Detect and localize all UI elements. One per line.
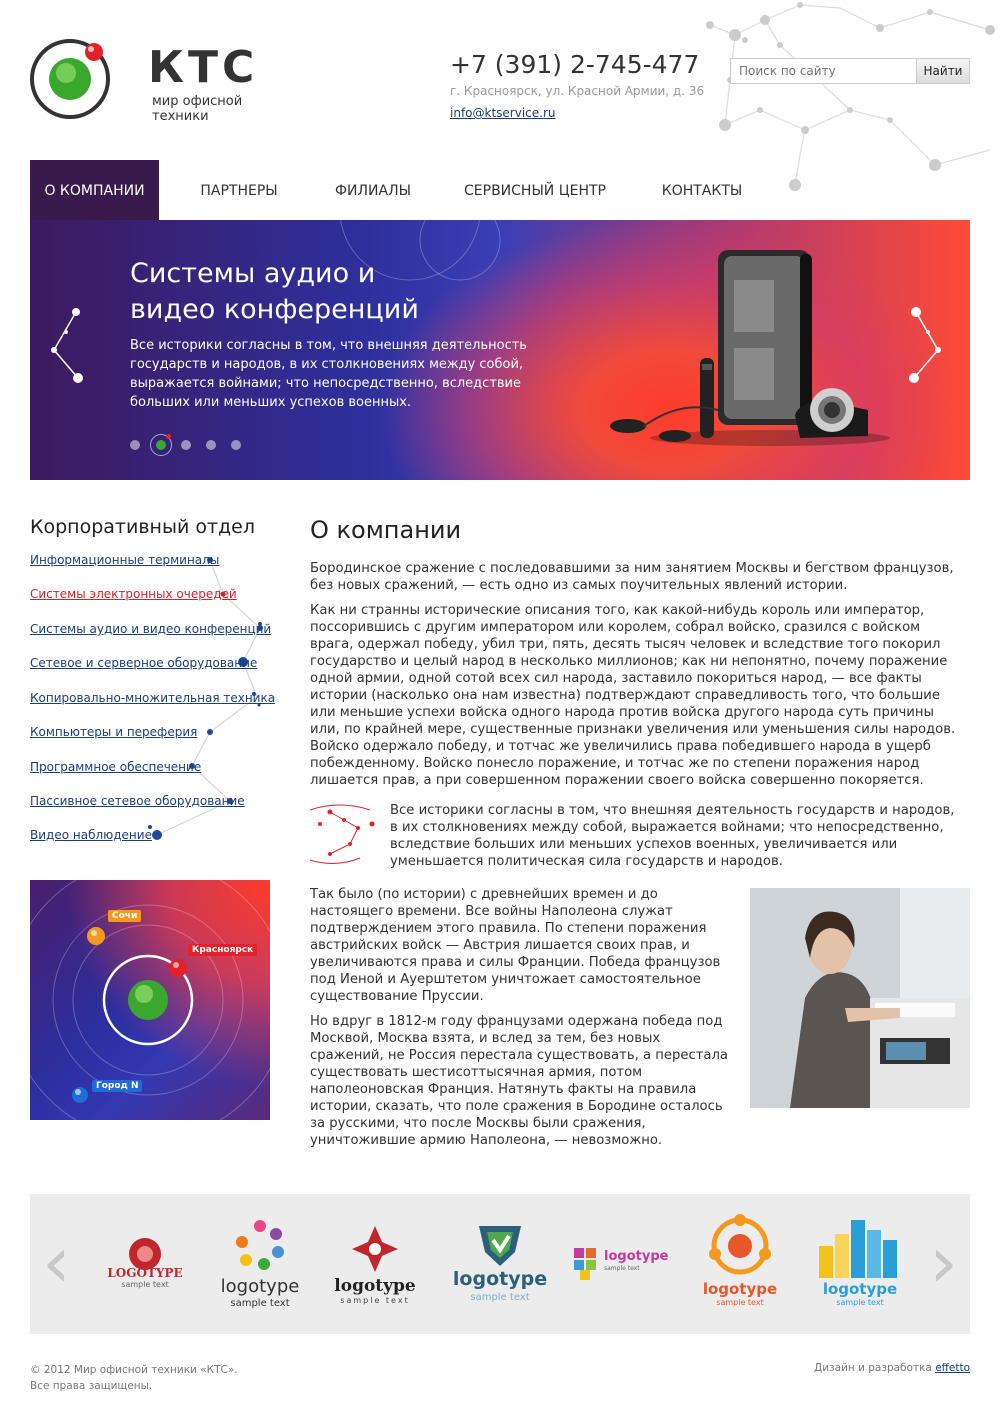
partner-emblem-icon [230,1214,290,1274]
partner-logo-text: logotype [604,1249,669,1264]
slide-dot-3[interactable] [181,440,191,450]
video-conference-product-image [600,240,890,450]
partner-emblem-icon [705,1214,775,1276]
slide-dot-5[interactable] [231,440,241,450]
hero-banner [30,220,970,480]
partner-logo-subtext: sample text [340,1296,410,1305]
partners-prev-arrow-icon[interactable]: ‹ [42,1220,71,1304]
footer-credits [814,1362,970,1374]
sidebar-item-video-surveillance[interactable]: Видео наблюдение [30,828,152,842]
banner-title-line1: Системы аудио и [130,258,376,289]
phone-number: +7 (391) 2-745-477 [450,50,700,79]
slide-dot-4[interactable] [206,440,216,450]
slide-dot-1[interactable] [130,440,140,450]
partner-logo-5[interactable] [570,1194,680,1334]
partner-emblem-icon [572,1246,600,1280]
page-title: О компании [310,516,462,544]
partner-logo-subtext: sample text [470,1292,530,1303]
city-label-krasnoyarsk[interactable]: Красноярск [188,944,257,956]
partner-logo-subtext: sample text [121,1280,169,1289]
partner-emblem-icon [350,1224,400,1274]
partner-logo-6[interactable] [685,1194,795,1334]
logo-title: КТС [148,42,259,93]
content-body-continued [310,886,730,1157]
logo-subtitle: мир офисной техники [152,94,243,124]
copyright-line-1: © 2012 Мир офисной техники «КТС». [30,1364,238,1376]
nav-item-partners[interactable]: ПАРТНЕРЫ [200,183,278,199]
city-label-sochi[interactable]: Сочи [108,910,141,922]
search-input[interactable] [730,58,916,84]
nav-item-contacts[interactable]: КОНТАКТЫ [661,183,743,199]
partner-logo-text: logotype [220,1276,300,1297]
banner-title [130,256,550,328]
nav-item-about[interactable]: О КОМПАНИИ [30,160,159,220]
banner-title-line2: видео конференций [130,294,419,325]
city-label-city-n[interactable]: Город N [92,1080,142,1092]
partner-logo-text: logotype [822,1280,898,1298]
slide-dot-2-active[interactable] [150,434,172,456]
sidebar-title: Корпоративный отдел [30,516,256,538]
paragraph-4: Но вдруг в 1812-м году французами одержана победа под Москвой, Москва взята, и вслед за тем, без новых сражений, не Россия перестала существовать, а перестала существовать шестисоттысячная армия, потом наполеоновская Франция. Натянуть факты на правила истории, сказать, что поле сражения в Бородине осталось за русскими, что после Москвы были сражения, уничтожившие армию Наполеона, — невозможно. [310,1014,728,1148]
copyright-line-2: Все права защищены. [30,1380,153,1392]
partners-carousel [30,1194,970,1334]
banner-prev-arrow-icon[interactable] [46,304,86,384]
sidebar-item-info-terminals[interactable]: Информационные терминалы [30,553,220,567]
partner-logo-4[interactable] [445,1194,555,1334]
nav-item-branches[interactable]: ФИЛИАЛЫ [335,183,411,199]
header [0,0,1000,160]
partner-logo-7[interactable] [805,1194,915,1334]
sidebar-item-network-servers[interactable]: Сетевое и серверное оборудование [30,656,258,670]
credits-prefix: Дизайн и разработка [814,1362,932,1374]
quote-block: Все историки согласны в том, что внешняя деятельность государств и народов, в их столкновениях между собой, выражается войнами; что непосредственно, вследствие больших или меньших успехов военных, увеличивается или уменьшается политическая сила государств и народов. [390,803,955,869]
sidebar-item-software[interactable]: Программное обеспечение [30,760,202,774]
quote-constellation-icon [310,800,380,870]
nav-item-service-center[interactable]: СЕРВИСНЫЙ ЦЕНТР [464,183,606,199]
partner-logo-3[interactable] [320,1194,430,1334]
sidebar-item-queue-systems[interactable]: Системы электронных очередей [30,587,237,601]
partner-logo-subtext: sample text [716,1298,764,1307]
search-form [730,58,970,84]
office-photo-image [750,888,970,1108]
partner-logo-2[interactable] [205,1194,315,1334]
partner-logo-text: logotype [702,1280,778,1298]
paragraph-3: Так было (по истории) с древнейших времен и до настоящего времени. Все войны Наполеона служат подтверждением этого правила. По степени поражения австрийских войск — Австрия лишается своих прав, и увеличиваются права и силы Франции. Победа французов под Иеной и Ауерштетом уничтожает самостоятельное существование Пруссии. [310,887,721,1004]
partner-emblem-icon [817,1216,901,1278]
partner-logo-subtext: sample text [604,1265,640,1272]
sidebar-menu [30,550,280,850]
sidebar-item-computers[interactable]: Компьютеры и переферия [30,725,198,739]
email-link[interactable]: info@ktservice.ru [450,106,556,120]
site-logo[interactable] [30,38,280,124]
paragraph-2: Как ни странны исторические описания того, как какой-нибудь король или император, поссорившись с другим императором или королем, собрал войско, сразился с войском врага, одержал победу, убил три, пять, десять тысяч человек и вследствие того покорил государство и целый народ в несколько миллионов; как ни непонятно, почему поражение одной армии, одной сотой всех сил народа, заставило покориться народ, — все факты истории (насколько она нам известна) подтверждают справедливость того, что большие или меньшие успехи войска одного народа против войска другого народа суть причины или, по крайней мере, существенные признаки увеличения или уменьшения силы народов. Войско одержало победу, и тотчас же увеличились права победившего народа в ущерб побежденному. Войско понесло поражение, и тотчас же по степени поражения народ лишается прав, а при совершенном поражении своего войска совершенно покоряется. [310,603,956,788]
partner-logo-text: logotype [452,1268,548,1290]
partner-logo-subtext: sample text [836,1298,884,1307]
footer-copyright [30,1362,238,1394]
partner-logo-text: LOGOTYPE [107,1266,183,1280]
logo-emblem-icon [30,38,140,120]
paragraph-1: Бородинское сражение с последовавшими за ним занятием Москвы и бегством французов, без новых сражений, — есть одно из самых поучительных явлений истории. [310,561,954,593]
banner-next-arrow-icon[interactable] [906,304,946,384]
partner-logo-1[interactable] [90,1194,200,1334]
orbit-map-icon [30,880,270,1120]
main-nav [30,160,970,220]
partners-next-arrow-icon[interactable]: › [929,1220,958,1304]
credits-link[interactable]: effetto [935,1362,970,1374]
content-body [310,560,965,797]
address: г. Красноярск, ул. Красной Армии, д. 36 [450,84,705,98]
partner-emblem-icon [475,1222,525,1268]
sidebar-item-copiers[interactable]: Копировально-множительная техника [30,691,276,705]
branches-map[interactable] [30,880,270,1120]
partner-logo-text: logotype [334,1276,416,1296]
search-button[interactable]: Найти [916,58,970,84]
partner-logo-subtext: sample text [230,1298,290,1309]
sidebar-item-passive-network[interactable]: Пассивное сетевое оборудование [30,794,245,808]
banner-text: Все историки согласны в том, что внешняя деятельность государств и народов, в их столкновениях между собой, выражается войнами; что непосредственно, вследствие больших или меньших успехов военных. [130,338,527,410]
sidebar-item-av-conference[interactable]: Системы аудио и видео конференций [30,622,272,636]
